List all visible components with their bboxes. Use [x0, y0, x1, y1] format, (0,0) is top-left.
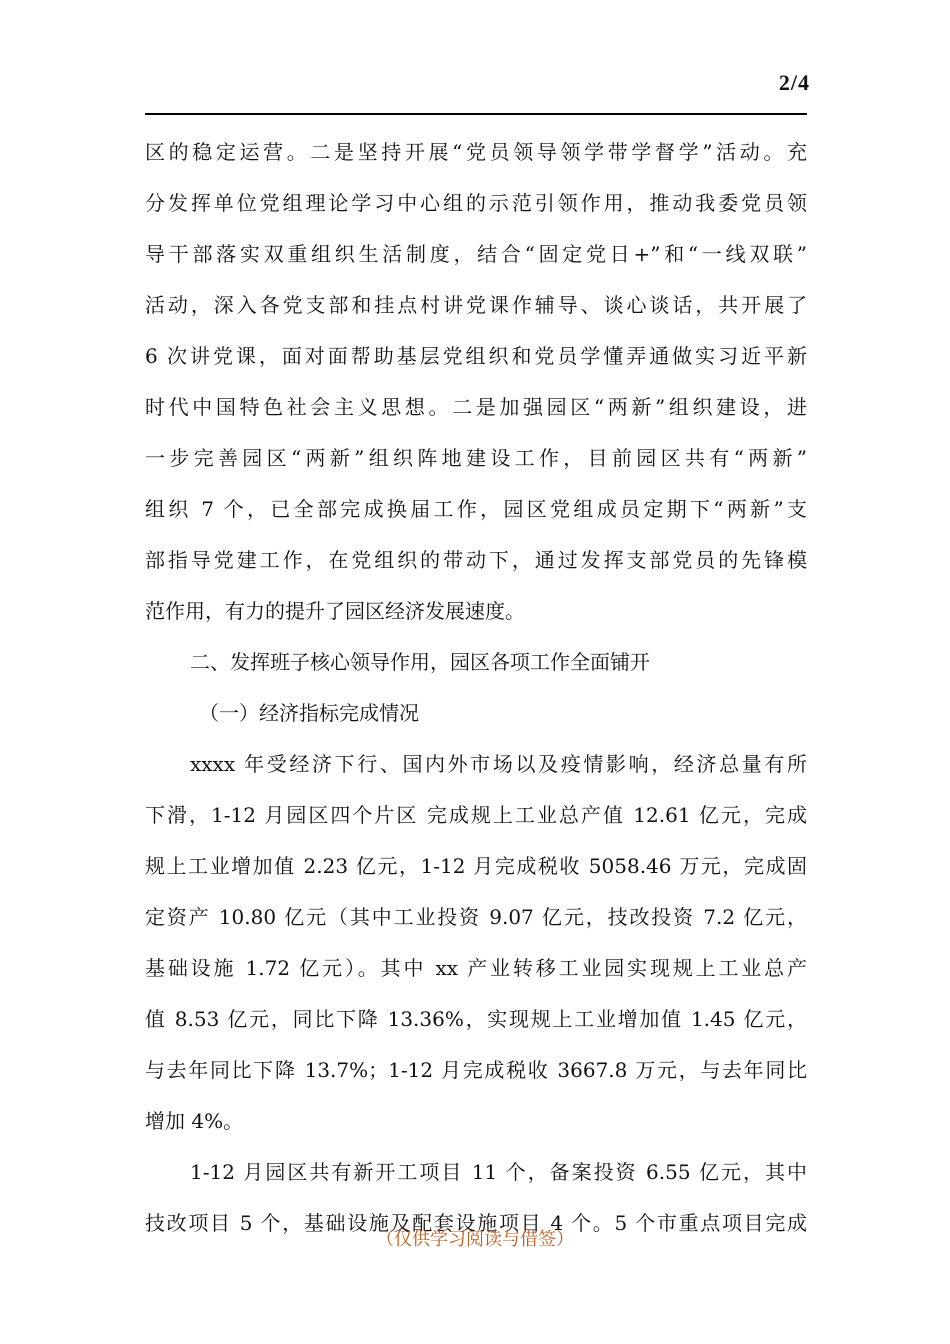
body-line: 分发挥单位党组理论学习中心组的示范引领作用，推动我委党员领 — [145, 191, 807, 215]
footer-disclaimer: （仅供学习阅读与借签） — [376, 1229, 574, 1250]
subsection-heading: （一）经济指标完成情况 — [199, 701, 419, 725]
body-line: 一步完善园区“两新”组织阵地建设工作，目前园区共有“两新” — [145, 446, 807, 470]
body-line: 时代中国特色社会主义思想。二是加强园区“两新”组织建设，进 — [145, 395, 807, 419]
body-line: 1-12 月园区共有新开工项目 11 个，备案投资 6.55 亿元，其中 — [190, 1160, 807, 1184]
body-line: 技改项目 5 个，基础设施及配套设施项目 4 个。5 个市重点项目完成 — [145, 1211, 807, 1235]
body-line: 6 次讲党课，面对面帮助基层党组织和党员学懂弄通做实习近平新 — [145, 344, 807, 368]
body-line: 区的稳定运营。二是坚持开展“党员领导领学带学督学”活动。充 — [145, 140, 807, 164]
body-line: 组织 7 个，已全部完成换届工作，园区党组成员定期下“两新”支 — [145, 497, 807, 521]
body-line: 基础设施 1.72 亿元）。其中 xx 产业转移工业园实现规上工业总产 — [145, 956, 807, 980]
section-heading: 二、发挥班子核心领导作用，园区各项工作全面铺开 — [190, 650, 650, 674]
body-line: 规上工业增加值 2.23 亿元，1-12 月完成税收 5058.46 万元，完成固 — [145, 854, 807, 878]
body-line: 与去年同比下降 13.7%；1-12 月完成税收 3667.8 万元，与去年同比 — [145, 1058, 807, 1082]
header-divider — [145, 113, 807, 115]
page-number: 2/4 — [778, 70, 810, 95]
body-line: 定资产 10.80 亿元（其中工业投资 9.07 亿元，技改投资 7.2 亿元， — [145, 905, 807, 929]
body-line: 范作用，有力的提升了园区经济发展速度。 — [145, 599, 525, 623]
body-line: 值 8.53 亿元，同比下降 13.36%，实现规上工业增加值 1.45 亿元， — [145, 1007, 807, 1031]
body-line: 导干部落实双重组织生活制度，结合“固定党日+”和“一线双联” — [145, 242, 807, 266]
body-line: 增加 4%。 — [145, 1109, 244, 1133]
body-line: 活动，深入各党支部和挂点村讲党课作辅导、谈心谈话，共开展了 — [145, 293, 807, 317]
body-line: 下滑，1-12 月园区四个片区 完成规上工业总产值 12.61 亿元，完成 — [145, 803, 807, 827]
body-line: 部指导党建工作，在党组织的带动下，通过发挥支部党员的先锋模 — [145, 548, 807, 572]
document-body — [145, 133, 807, 1255]
body-line: xxxx 年受经济下行、国内外市场以及疫情影响，经济总量有所 — [190, 752, 807, 776]
